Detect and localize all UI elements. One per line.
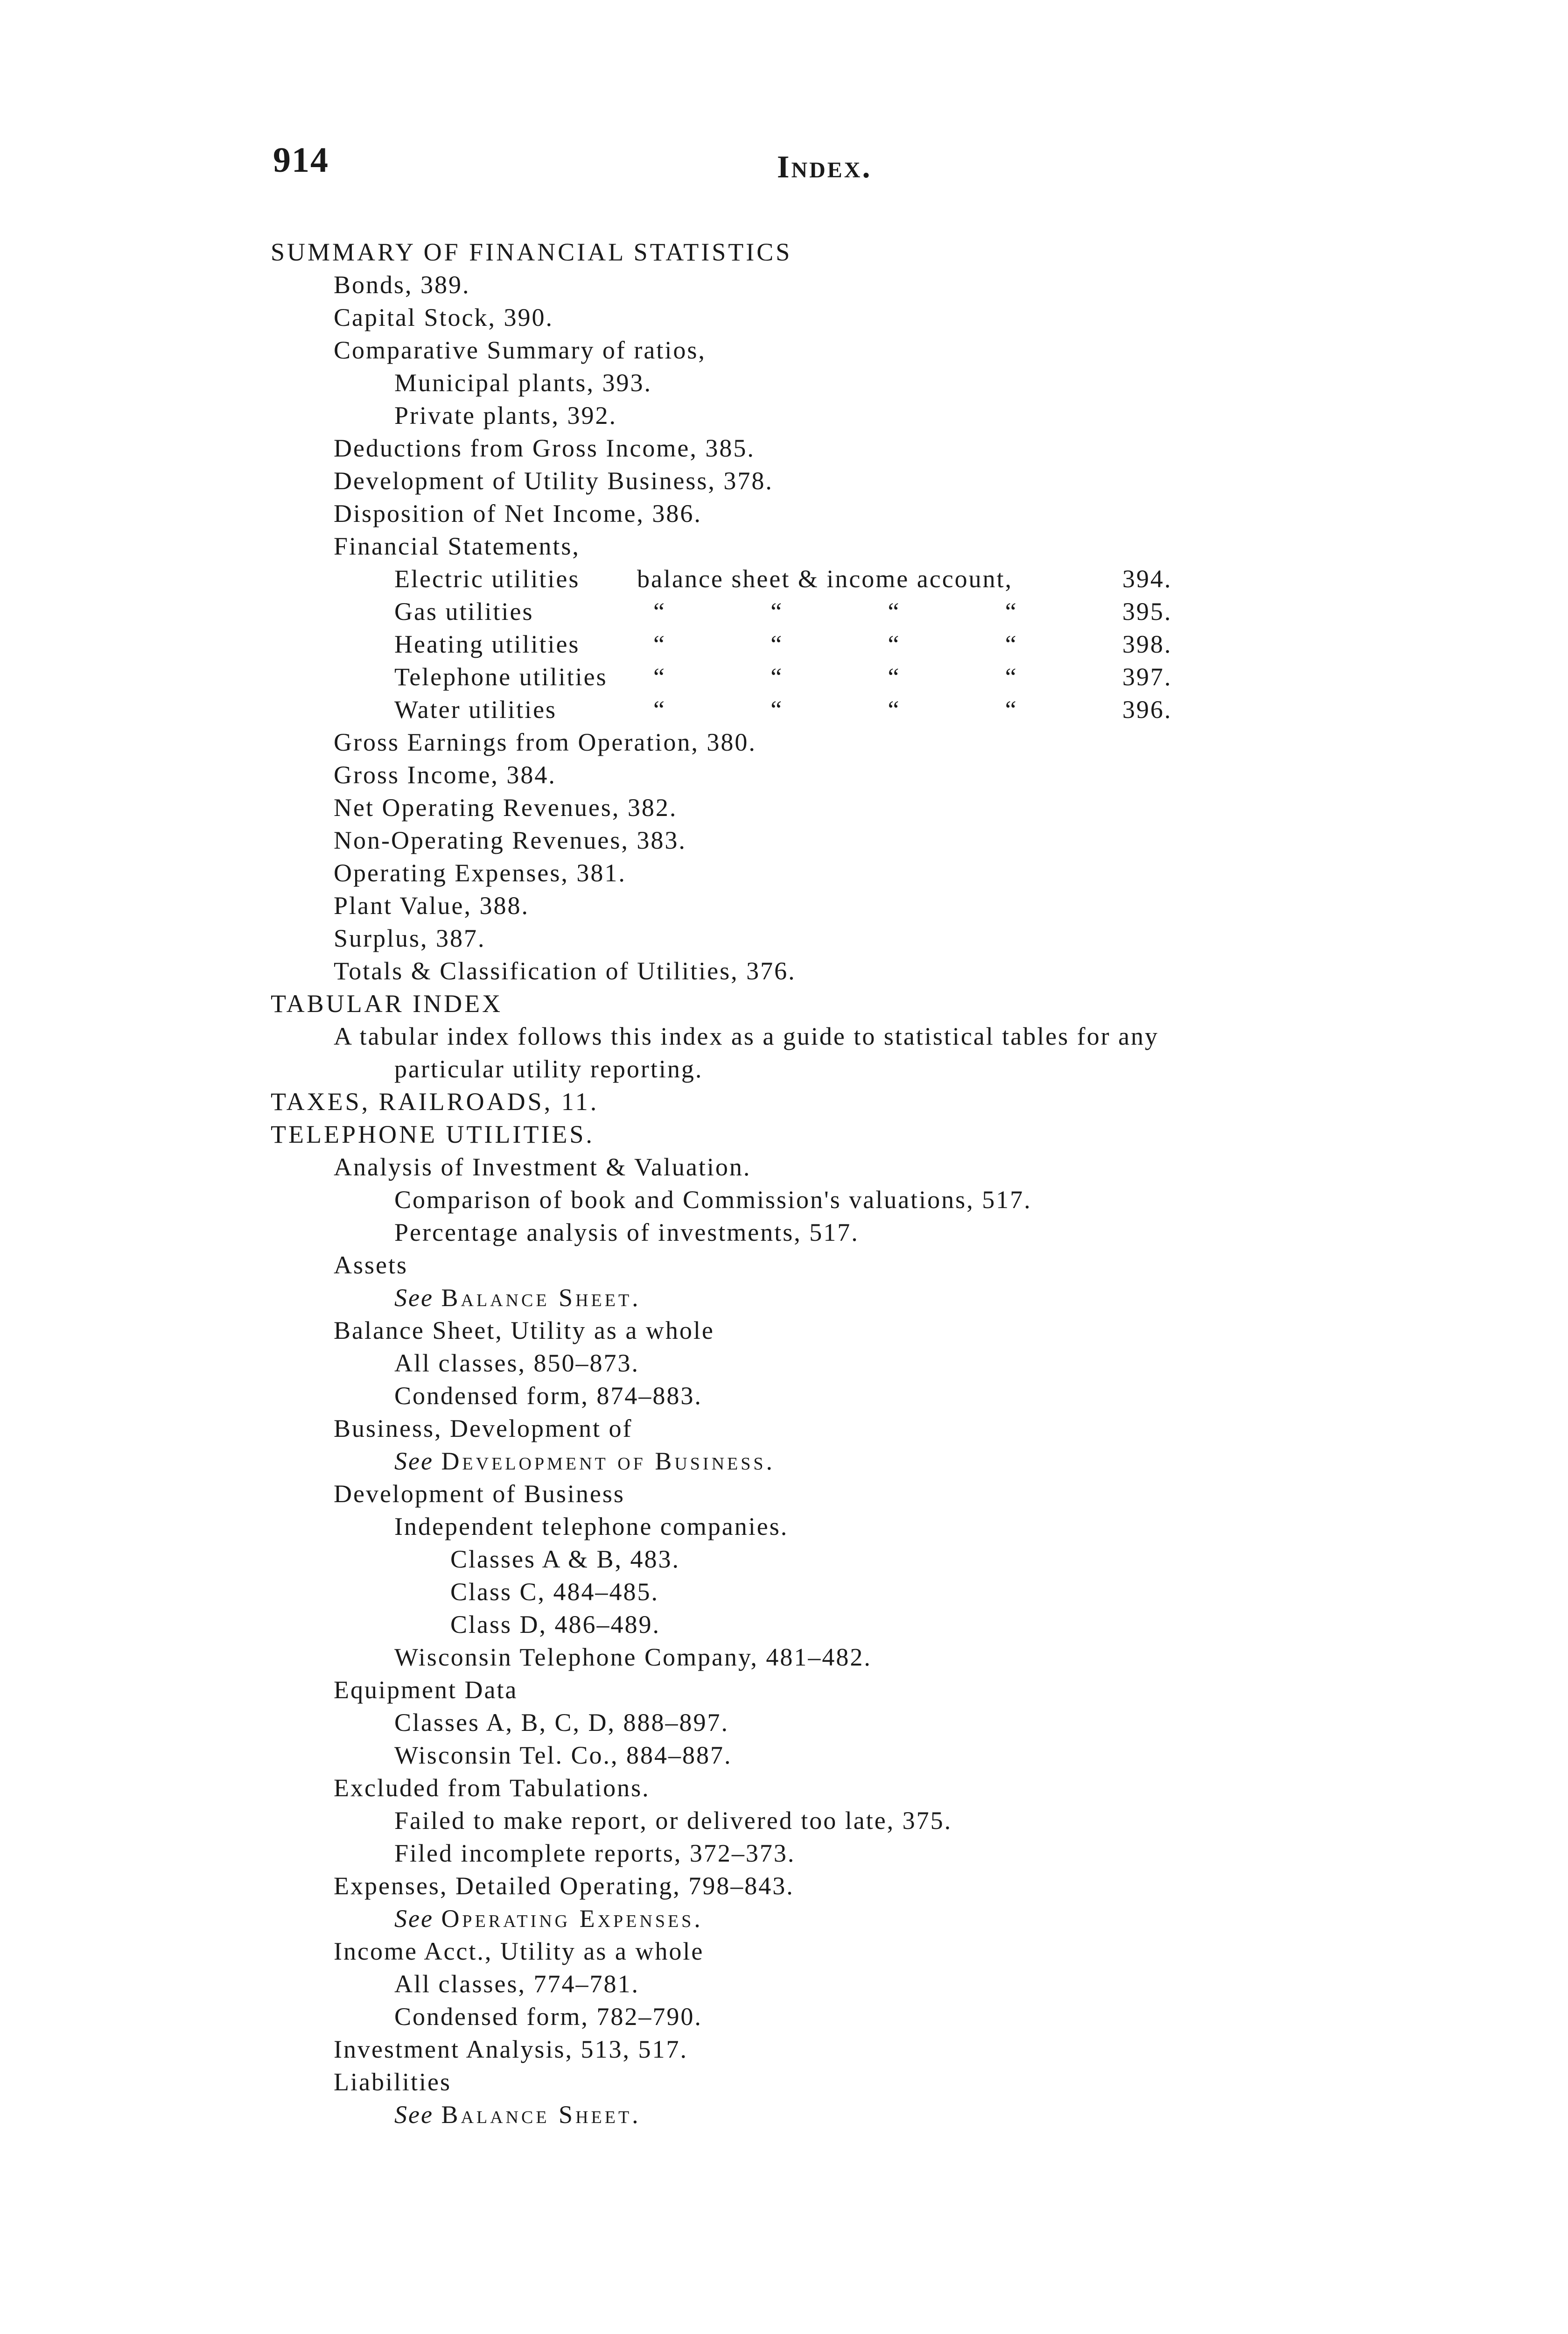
index-entry: Operating Expenses, 381. — [334, 859, 626, 887]
index-entry: Development of Business — [334, 1480, 625, 1508]
ditto-mark: “ — [653, 630, 666, 658]
index-entry: Expenses, Detailed Operating, 798–843. — [334, 1872, 794, 1900]
index-entry: Plant Value, 388. — [334, 892, 529, 920]
financial-statement-row — [0, 595, 1568, 628]
ditto-mark: “ — [1005, 630, 1018, 658]
see-label: See — [394, 1447, 434, 1475]
index-entry: Income Acct., Utility as a whole — [334, 1937, 704, 1965]
index-heading-tabular: TABULAR INDEX — [271, 990, 503, 1018]
ditto-marks — [637, 595, 1122, 628]
financial-statement-row — [0, 562, 1568, 595]
index-entry: Investment Analysis, 513, 517. — [334, 2035, 688, 2063]
index-subentry: Percentage analysis of investments, 517. — [394, 1218, 859, 1246]
index-subentry: Municipal plants, 393. — [394, 369, 652, 397]
index-subentry: Condensed form, 874–883. — [394, 1382, 702, 1410]
ditto-mark: “ — [653, 696, 666, 724]
cross-reference — [0, 1902, 1568, 1935]
cross-reference-target: Development of Business. — [441, 1447, 775, 1475]
index-heading-taxes: TAXES, RAILROADS, 11. — [271, 1088, 599, 1116]
financial-statement-row — [0, 628, 1568, 661]
ditto-marks — [637, 661, 1122, 693]
index-entry: Assets — [334, 1251, 408, 1279]
running-title: Index. — [777, 149, 872, 184]
fs-page-ref: 396. — [1122, 696, 1172, 724]
ditto-mark: “ — [770, 598, 784, 626]
index-entry: Balance Sheet, Utility as a whole — [334, 1316, 714, 1344]
index-list — [0, 236, 1568, 2131]
fs-description: balance sheet & income account, — [637, 565, 1013, 593]
index-entry: Surplus, 387. — [334, 924, 486, 952]
index-subentry: All classes, 850–873. — [394, 1349, 639, 1377]
see-label: See — [394, 1284, 434, 1312]
ditto-mark: “ — [653, 663, 666, 691]
cross-reference — [0, 1445, 1568, 1477]
index-subentry: Condensed form, 782–790. — [394, 2003, 702, 2031]
index-entry: Gross Income, 384. — [334, 761, 556, 789]
ditto-mark: “ — [1005, 598, 1018, 626]
fs-page-ref: 398. — [1122, 630, 1172, 658]
index-entry: Deductions from Gross Income, 385. — [334, 434, 755, 462]
index-entry: Financial Statements, — [334, 532, 580, 560]
ditto-mark: “ — [1005, 663, 1018, 691]
index-entry: Disposition of Net Income, 386. — [334, 499, 702, 527]
index-subentry: Independent telephone companies. — [394, 1512, 789, 1540]
ditto-marks — [637, 628, 1122, 661]
ditto-mark: “ — [888, 630, 901, 658]
index-entry: Comparative Summary of ratios, — [334, 336, 706, 364]
index-subsubentry: Class C, 484–485. — [450, 1578, 659, 1606]
ditto-mark: “ — [888, 598, 901, 626]
see-label: See — [394, 1905, 434, 1933]
fs-utility-name: Telephone utilities — [394, 663, 608, 691]
financial-statement-row — [0, 693, 1568, 726]
fs-page-ref: 394. — [1122, 565, 1172, 593]
cross-reference — [0, 1281, 1568, 1314]
page-number: 914 — [273, 141, 329, 180]
index-subsubentry: Class D, 486–489. — [450, 1610, 661, 1638]
index-entry: Non-Operating Revenues, 383. — [334, 826, 686, 854]
index-subentry: Wisconsin Tel. Co., 884–887. — [394, 1741, 732, 1769]
index-heading-summary: SUMMARY OF FINANCIAL STATISTICS — [271, 238, 792, 266]
index-subsubentry: Classes A & B, 483. — [450, 1545, 680, 1573]
ditto-mark: “ — [888, 696, 901, 724]
index-subentry: Filed incomplete reports, 372–373. — [394, 1839, 796, 1867]
cross-reference-target: Operating Expenses. — [441, 1905, 703, 1933]
fs-page-ref: 397. — [1122, 663, 1172, 691]
index-entry: Capital Stock, 390. — [334, 303, 553, 331]
index-heading-telephone: TELEPHONE UTILITIES. — [271, 1120, 595, 1148]
index-entry: Net Operating Revenues, 382. — [334, 794, 678, 822]
index-subentry: All classes, 774–781. — [394, 1970, 639, 1998]
index-entry: Bonds, 389. — [334, 271, 470, 299]
index-subentry: Failed to make report, or delivered too late, 375. — [394, 1807, 952, 1835]
index-subentry: Private plants, 392. — [394, 401, 617, 429]
index-entry: Equipment Data — [334, 1676, 518, 1704]
ditto-mark: “ — [770, 630, 784, 658]
fs-page-ref: 395. — [1122, 598, 1172, 626]
index-entry: Business, Development of — [334, 1414, 633, 1442]
financial-statement-row — [0, 661, 1568, 693]
index-entry: Liabilities — [334, 2068, 451, 2096]
cross-reference-target: Balance Sheet. — [441, 1284, 641, 1312]
ditto-mark: “ — [653, 598, 666, 626]
cross-reference-target: Balance Sheet. — [441, 2101, 641, 2129]
fs-utility-name: Water utilities — [394, 696, 557, 724]
fs-utility-name: Heating utilities — [394, 630, 580, 658]
ditto-mark: “ — [770, 663, 784, 691]
ditto-mark: “ — [770, 696, 784, 724]
index-entry-continuation: particular utility reporting. — [394, 1055, 703, 1083]
index-entry: Development of Utility Business, 378. — [334, 467, 773, 495]
ditto-marks — [637, 693, 1122, 726]
index-entry: Analysis of Investment & Valuation. — [334, 1153, 751, 1181]
ditto-mark: “ — [888, 663, 901, 691]
fs-utility-name: Electric utilities — [394, 565, 580, 593]
see-label: See — [394, 2101, 434, 2129]
cross-reference — [0, 2098, 1568, 2131]
index-subentry: Classes A, B, C, D, 888–897. — [394, 1708, 729, 1736]
index-entry: A tabular index follows this index as a guide to statistical tables for any — [334, 1022, 1159, 1050]
index-subentry: Wisconsin Telephone Company, 481–482. — [394, 1643, 872, 1671]
index-entry: Gross Earnings from Operation, 380. — [334, 728, 756, 756]
index-entry: Totals & Classification of Utilities, 376. — [334, 957, 796, 985]
index-entry: Excluded from Tabulations. — [334, 1774, 650, 1802]
ditto-mark: “ — [1005, 696, 1018, 724]
index-subentry: Comparison of book and Commission's valuations, 517. — [394, 1186, 1032, 1214]
fs-utility-name: Gas utilities — [394, 598, 534, 626]
